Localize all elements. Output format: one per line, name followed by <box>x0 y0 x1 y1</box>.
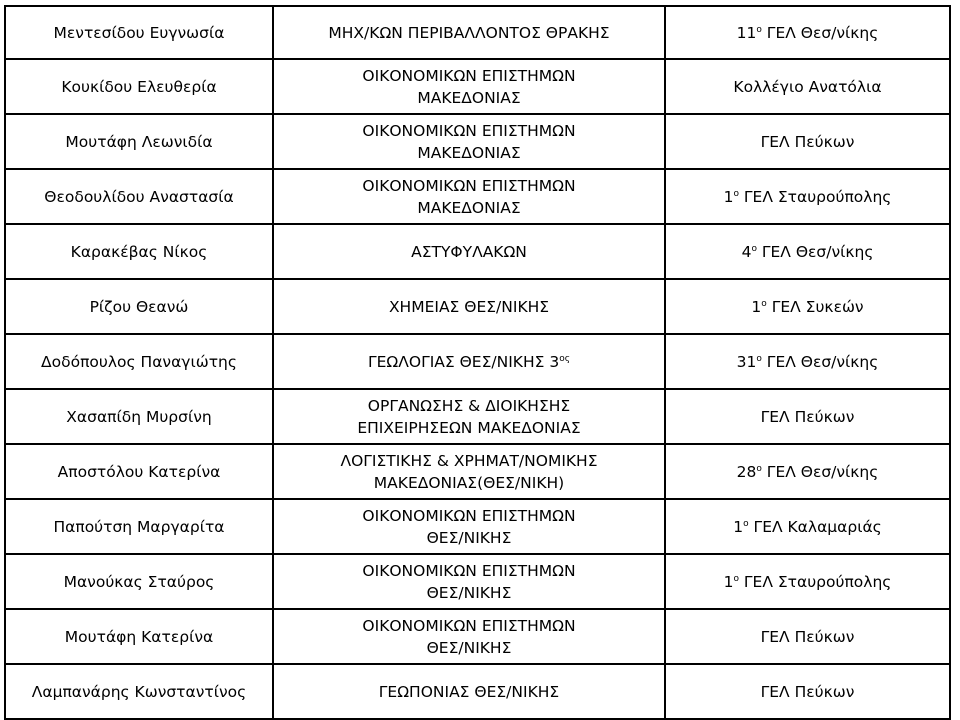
ordinal-superscript: ο <box>756 463 762 474</box>
origin-prefix: 1 <box>751 297 762 316</box>
results-table-body <box>5 6 950 719</box>
school-cell <box>273 664 665 719</box>
ordinal-superscript: ο <box>751 243 757 254</box>
origin-suffix: ΓΕΛ Σταυρούπολης <box>738 187 892 206</box>
table-row <box>5 169 950 224</box>
table-row <box>5 664 950 719</box>
school-line: ΜΑΚΕΔΟΝΙΑΣ <box>417 88 521 107</box>
student-name-cell: Αποστόλου Κατερίνα <box>5 444 273 499</box>
origin-prefix: 28 <box>736 462 757 481</box>
table-row <box>5 334 950 389</box>
origin-suffix: ΓΕΛ Θεσ/νίκης <box>761 462 879 481</box>
school-cell <box>273 114 665 169</box>
school-cell <box>273 169 665 224</box>
student-name-cell: Μανούκας Σταύρος <box>5 554 273 609</box>
school-line: ΓΕΩΠΟΝΙΑΣ ΘΕΣ/ΝΙΚΗΣ <box>378 682 560 701</box>
origin-prefix: ΓΕΛ Πεύκων <box>760 407 855 426</box>
student-name-cell: Μουτάφη Λεωνιδία <box>5 114 273 169</box>
origin-school-cell <box>665 279 950 334</box>
school-line: ΧΗΜΕΙΑΣ ΘΕΣ/ΝΙΚΗΣ <box>388 297 550 316</box>
origin-prefix: 11 <box>736 23 757 42</box>
origin-suffix: ΓΕΛ Θεσ/νίκης <box>756 242 874 261</box>
origin-school-cell <box>665 6 950 59</box>
origin-school-cell <box>665 59 950 114</box>
table-row <box>5 444 950 499</box>
origin-school-cell <box>665 114 950 169</box>
student-name-cell: Ρίζου Θεανώ <box>5 279 273 334</box>
origin-suffix: ΓΕΛ Σταυρούπολης <box>738 572 892 591</box>
ordinal-superscript: ο <box>743 518 749 529</box>
school-cell <box>273 59 665 114</box>
origin-school-cell <box>665 664 950 719</box>
school-cell <box>273 609 665 664</box>
origin-school-cell <box>665 224 950 279</box>
origin-school-cell <box>665 444 950 499</box>
student-name-cell: Θεοδουλίδου Αναστασία <box>5 169 273 224</box>
school-line: ΟΙΚΟΝΟΜΙΚΩΝ ΕΠΙΣΤΗΜΩΝ <box>362 176 576 195</box>
table-row <box>5 389 950 444</box>
student-name-cell: Χασαπίδη Μυρσίνη <box>5 389 273 444</box>
origin-school-cell <box>665 499 950 554</box>
student-name-cell: Μουτάφη Κατερίνα <box>5 609 273 664</box>
school-line: ΜΑΚΕΔΟΝΙΑΣ(ΘΕΣ/ΝΙΚΗ) <box>373 473 565 492</box>
origin-school-cell <box>665 554 950 609</box>
school-cell <box>273 499 665 554</box>
school-cell <box>273 224 665 279</box>
student-name-cell: Κουκίδου Ελευθερία <box>5 59 273 114</box>
table-row <box>5 6 950 59</box>
results-table <box>4 5 951 720</box>
origin-prefix: ΓΕΛ Πεύκων <box>760 132 855 151</box>
origin-prefix: 1 <box>723 187 734 206</box>
table-row <box>5 279 950 334</box>
ordinal-superscript: ος <box>559 353 570 364</box>
table-row <box>5 499 950 554</box>
student-name-cell: Δοδόπουλος Παναγιώτης <box>5 334 273 389</box>
origin-school-cell <box>665 169 950 224</box>
origin-prefix: 1 <box>723 572 734 591</box>
school-line: ΟΙΚΟΝΟΜΙΚΩΝ ΕΠΙΣΤΗΜΩΝ <box>362 561 576 580</box>
school-cell <box>273 554 665 609</box>
table-row <box>5 554 950 609</box>
school-cell <box>273 334 665 389</box>
school-line: ΜΑΚΕΔΟΝΙΑΣ <box>417 143 521 162</box>
origin-school-cell <box>665 389 950 444</box>
school-line: ΘΕΣ/ΝΙΚΗΣ <box>426 583 512 602</box>
table-row <box>5 59 950 114</box>
origin-prefix: ΓΕΛ Πεύκων <box>760 627 855 646</box>
ordinal-superscript: ο <box>756 353 762 364</box>
student-name-cell: Λαμπανάρης Κωνσταντίνος <box>5 664 273 719</box>
school-line: ΕΠΙΧΕΙΡΗΣΕΩΝ ΜΑΚΕΔΟΝΙΑΣ <box>357 418 581 437</box>
school-line: ΟΙΚΟΝΟΜΙΚΩΝ ΕΠΙΣΤΗΜΩΝ <box>362 66 576 85</box>
school-line: ΜΗΧ/ΚΩΝ ΠΕΡΙΒΑΛΛΟΝΤΟΣ ΘΡΑΚΗΣ <box>328 23 610 42</box>
origin-suffix: ΓΕΛ Θεσ/νίκης <box>761 352 879 371</box>
student-name-cell: Μεντεσίδου Ευγνωσία <box>5 6 273 59</box>
student-name-cell: Παπούτση Μαργαρίτα <box>5 499 273 554</box>
school-line: ΟΙΚΟΝΟΜΙΚΩΝ ΕΠΙΣΤΗΜΩΝ <box>362 121 576 140</box>
school-line: ΟΡΓΑΝΩΣΗΣ & ΔΙΟΙΚΗΣΗΣ <box>367 396 571 415</box>
origin-prefix: Κολλέγιο Ανατόλια <box>733 77 882 96</box>
table-row <box>5 224 950 279</box>
ordinal-superscript: ο <box>733 573 739 584</box>
school-cell <box>273 444 665 499</box>
origin-prefix: 1 <box>733 517 744 536</box>
origin-school-cell <box>665 609 950 664</box>
origin-suffix: ΓΕΛ Συκεών <box>766 297 864 316</box>
school-line: ΟΙΚΟΝΟΜΙΚΩΝ ΕΠΙΣΤΗΜΩΝ <box>362 506 576 525</box>
school-cell <box>273 6 665 59</box>
ordinal-superscript: ο <box>733 188 739 199</box>
school-line <box>274 351 664 373</box>
origin-prefix: 31 <box>736 352 757 371</box>
origin-suffix: ΓΕΛ Καλαμαριάς <box>748 517 882 536</box>
school-line: ΘΕΣ/ΝΙΚΗΣ <box>426 528 512 547</box>
ordinal-superscript: ο <box>761 298 767 309</box>
school-line: ΟΙΚΟΝΟΜΙΚΩΝ ΕΠΙΣΤΗΜΩΝ <box>362 616 576 635</box>
origin-prefix: 4 <box>741 242 752 261</box>
table-row <box>5 114 950 169</box>
origin-suffix: ΓΕΛ Θεσ/νίκης <box>761 23 879 42</box>
origin-prefix: ΓΕΛ Πεύκων <box>760 682 855 701</box>
school-line: ΜΑΚΕΔΟΝΙΑΣ <box>417 198 521 217</box>
school-line: ΑΣΤΥΦΥΛΑΚΩΝ <box>411 242 527 261</box>
table-row <box>5 609 950 664</box>
student-name-cell: Καρακέβας Νίκος <box>5 224 273 279</box>
origin-school-cell <box>665 334 950 389</box>
school-line: ΘΕΣ/ΝΙΚΗΣ <box>426 638 512 657</box>
school-line: ΛΟΓΙΣΤΙΚΗΣ & ΧΡΗΜΑΤ/ΝΟΜΙΚΗΣ <box>340 451 598 470</box>
school-cell <box>273 389 665 444</box>
school-text: ΓΕΩΛΟΓΙΑΣ ΘΕΣ/ΝΙΚΗΣ 3 <box>368 352 560 371</box>
school-cell <box>273 279 665 334</box>
ordinal-superscript: ο <box>756 24 762 35</box>
